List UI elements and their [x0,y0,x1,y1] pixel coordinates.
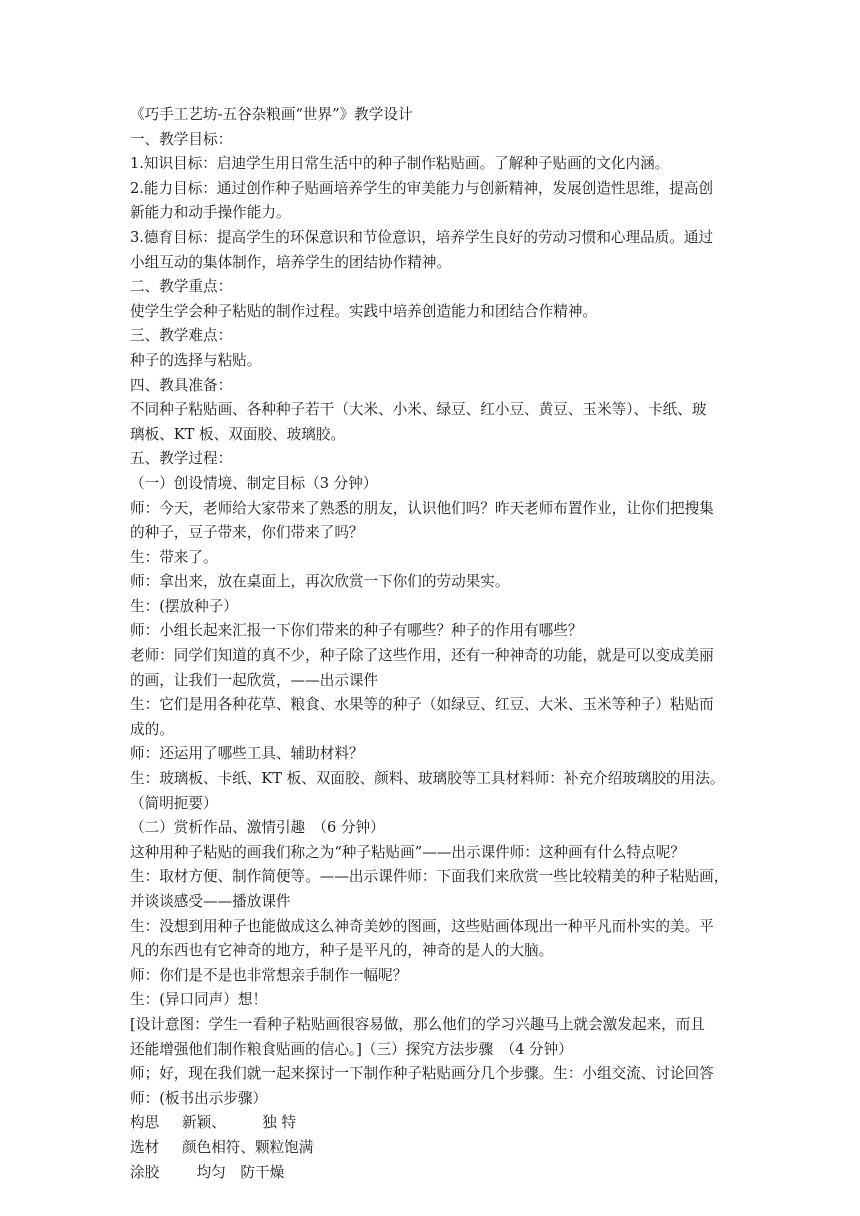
text-line: 四、教具准备： [130,376,233,394]
step-name: 选材 [130,1138,160,1156]
text-line: 1.知识目标：启迪学生用日常生活中的种子制作粘贴画。了解种子贴画的文化内涵。 [130,155,670,173]
text-line: （一）创设情境、制定目标（3 分钟） [130,474,378,492]
text-line: [设计意图：学生一看种子粘贴画很容易做，那么他们的学习兴趣马上就会激发起来，而且 [130,1015,705,1033]
text-line: 凡的东西也有它神奇的地方，种子是平凡的，神奇的是人的大脑。 [130,942,554,960]
text-line: 师；好，现在我们就一起来探讨一下制作种子粘贴画分几个步骤。生：小组交流、讨论回答 [130,1065,714,1083]
text-line: 使学生学会种子粘贴的制作过程。实践中培养创造能力和团结合作精神。 [130,302,598,320]
step-detail: 颜色相符、颗粒饱满 [182,1138,314,1156]
text-line: 不同种子粘贴画、各种种子若干（大米、小米、绿豆、红小豆、黄豆、玉米等）、卡纸、玻 [130,401,707,419]
text-line: 一、教学目标： [130,130,233,148]
text-line: 五、教学过程： [130,450,233,468]
text-line: 生：玻璃板、卡纸、KT 板、双面胶、颜料、玻璃胶等工具材料师：补充介绍玻璃胶的用法。 [130,770,725,788]
text-line: 师：今天，老师给大家带来了熟悉的朋友，认识他们吗？昨天老师布置作业，让你们把搜集 [130,499,714,517]
text-line: 小组互动的集体制作，培养学生的团结协作精神。 [130,253,452,271]
text-line: 新能力和动手操作能力。 [130,204,291,222]
text-line: 2.能力目标：通过创作种子贴画培养学生的审美能力与创新精神，发展创造性思维，提高创 [130,179,714,197]
text-line: 生：带来了。 [130,548,218,566]
text-line: 师：(板书出示步骤） [130,1089,268,1107]
steps-list [130,1111,730,1185]
text-line: 生：它们是用各种花草、粮食、水果等的种子（如绿豆、红豆、大米、玉米等种子）粘贴而 [130,696,714,714]
step-name: 涂胶 [130,1163,160,1181]
text-line: 璃板、KT 板、双面胶、玻璃胶。 [130,425,345,443]
text-line: （简明扼要） [130,794,218,812]
text-line: 师：小组长起来汇报一下你们带来的种子有哪些？种子的作用有哪些？ [130,622,583,640]
text-line: 生：(异口同声）想！ [130,991,268,1009]
text-line: 老师：同学们知道的真不少，种子除了这些作用，还有一种神奇的功能，就是可以变成美丽 [130,647,714,665]
text-line: 三、教学难点： [130,327,233,345]
text-line: 生：(摆放种子） [130,597,238,615]
text-line: 生：没想到用种子也能做成这么神奇美妙的图画，这些贴画体现出一种平凡而朴实的美。平 [130,917,714,935]
text-line: 的画，让我们一起欣赏，——出示课件 [130,671,379,689]
text-line: 二、教学重点： [130,278,233,296]
text-line: 3.德育目标：提高学生的环保意识和节俭意识，培养学生良好的劳动习惯和心理品质。通过 [130,228,714,246]
text-line: 师：拿出来，放在桌面上，再次欣赏一下你们的劳动果实。 [130,573,510,591]
text-line: 师：你们是不是也非常想亲手制作一幅呢？ [130,966,408,984]
text-line: 师：还运用了哪些工具、辅助材料？ [130,745,364,763]
text-line: 这种用种子粘贴的画我们称之为“种子粘贴画”——出示课件师：这种画有什么特点呢？ [130,843,685,861]
text-line: 成的。 [130,720,174,738]
document-title: 《巧手工艺坊-五谷杂粮画“世界”》教学设计 [130,106,413,123]
step-row [130,1136,730,1161]
text-line: （二）赏析作品、激情引趣 （6 分钟） [130,819,385,837]
text-line: 种子的选择与粘贴。 [130,351,262,369]
step-row [130,1111,730,1136]
step-row [130,1161,730,1186]
step-name: 构思 [130,1114,160,1132]
text-line: 的种子，豆子带来，你们带来了吗？ [130,524,364,542]
text-line: 生：取材方便、制作简便等。——出示课件师：下面我们来欣赏一些比较精美的种子粘贴画， [130,868,729,886]
text-line: 还能增强他们制作粮食贴画的信心。]（三）探究方法步骤 （4 分钟） [130,1040,573,1058]
document-body [130,103,730,1185]
step-detail: 新颖、 独 特 [182,1114,297,1132]
text-line: 并谈谈感受——播放课件 [130,893,291,910]
step-detail: 均匀 防干燥 [182,1163,285,1181]
